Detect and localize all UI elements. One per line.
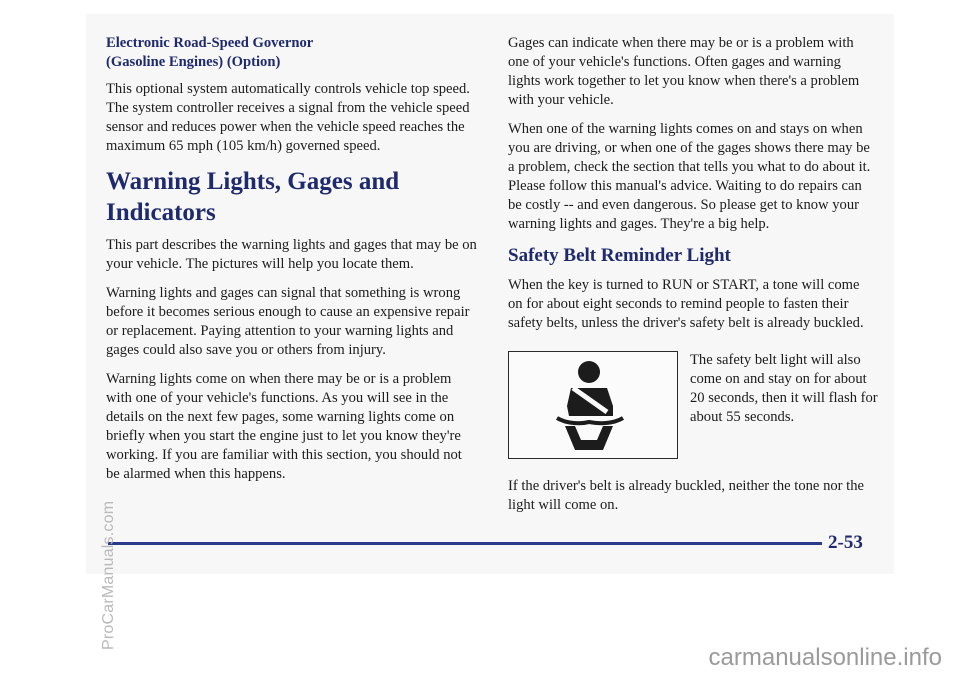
section-title: Warning Lights, Gages and Indicators	[106, 168, 400, 226]
page-number: 2-53	[828, 532, 863, 553]
belt-figure	[508, 351, 878, 465]
governor-heading: Electronic Road-Speed Governor (Gasoline Engines) (Option)	[106, 35, 314, 70]
belt-para: When the key is turned to RUN or START, a tone will come on for about eight seconds to remind people to fasten their safety belts, unless the driver's safety belt is already buckled.	[508, 277, 864, 331]
right-column	[508, 34, 878, 525]
belt-caption: The safety belt light will also come on and stay on for about 20 seconds, then it will flash for about 55 seconds.	[690, 352, 878, 425]
warning-para-1: This part describes the warning lights and gages that may be on your vehicle. The pictures will help you locate them.	[106, 237, 477, 272]
footer-rule	[108, 542, 822, 545]
gages-para-1: Gages can indicate when there may be or is a problem with one of your vehicle's functions. Often gages and warning lights work together to let you know when there's a problem with your vehicle.	[508, 35, 860, 108]
governor-text: This optional system automatically controls vehicle top speed. The system controller receives a signal from the vehicle speed sensor and reduces power when the vehicle speed reaches the maximum 65 mph (105 km/h) governed speed.	[106, 81, 470, 154]
safety-belt-icon	[509, 352, 677, 458]
belt-light-frame	[508, 351, 678, 459]
watermark: ProCarManuals.com	[100, 500, 117, 650]
warning-para-3: Warning lights come on when there may be or is a problem with one of your vehicle's functions. As you will see in the details on the next few pages, some warning lights come on briefly when you start the engine just to let you know they're working. If you are familiar with this section, you should not be alarmed when this happens.	[106, 371, 462, 482]
belt-heading: Safety Belt Reminder Light	[508, 245, 731, 266]
gages-para-2: When one of the warning lights comes on and stays on when you are driving, or when one of the gages shows there may be a problem, check the section that tells you what to do about it. Please follow this manual's advice. Waiting to do repairs can be costly -- and even dangerous. So please get to know your warning lights and gages. They're a big help.	[508, 121, 871, 232]
footer-site: carmanualsonline.info	[708, 644, 942, 671]
belt-note: If the driver's belt is already buckled, neither the tone nor the light will come on.	[508, 478, 864, 513]
left-column	[106, 34, 478, 494]
warning-para-2: Warning lights and gages can signal that something is wrong before it becomes serious enough to cause an expensive repair or replacement. Paying attention to your warning lights and gages could also save you or others from injury.	[106, 285, 470, 358]
